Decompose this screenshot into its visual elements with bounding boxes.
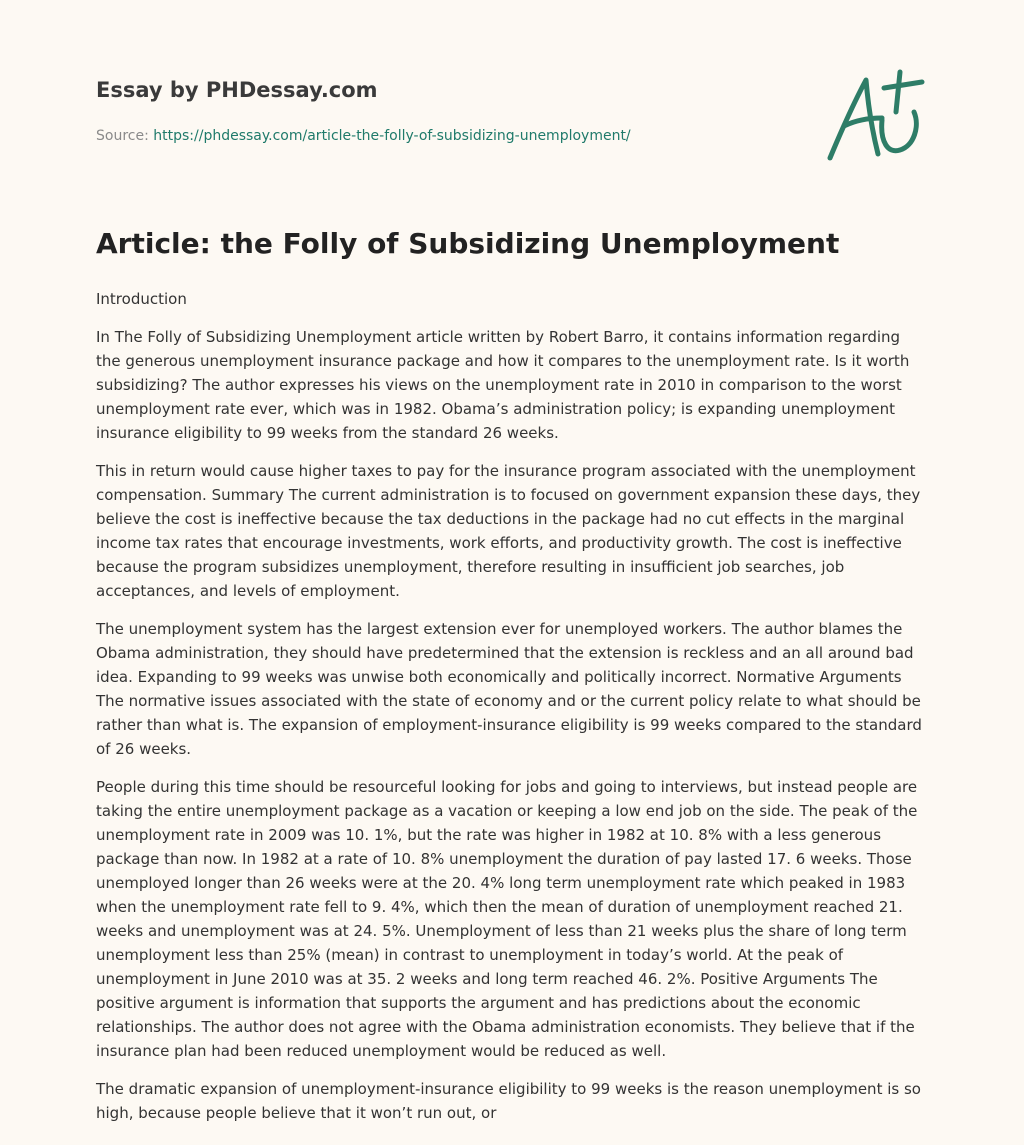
essay-header bbox=[96, 76, 796, 146]
paragraph: The unemployment system has the largest extension ever for unemployed workers. The author blames the Obama administration, they should have predetermined that the extension is reckless and an all around bad idea. Expanding to 99 weeks was unwise both economically and politically incorrect. Normative Arguments The normative issues associated with the state of economy and or the current policy relate to what should be rather than what is. The expansion of employment-insurance eligibility is 99 weeks compared to the standard of 26 weeks. bbox=[96, 620, 922, 758]
paragraph: In The Folly of Subsidizing Unemployment article written by Robert Barro, it contains information regarding the generous unemployment insurance package and how it compares to the unemployment rate. Is it worth subsidizing? The author expresses his views on the unemployment rate in 2010 in comparison to the worst unemployment rate ever, which was in 1982. Obama’s administration policy; is expanding unemployment insurance eligibility to 99 weeks from the standard 26 weeks. bbox=[96, 328, 910, 442]
paragraph: The dramatic expansion of unemployment-insurance eligibility to 99 weeks is the reason unemployment is so high, because people believe that it won’t run out, or bbox=[96, 1080, 921, 1122]
paragraph: This in return would cause higher taxes to pay for the insurance program associated with the unemployment compensation. Summary The current administration is to focused on government expansion these days, they believe the cost is ineffective because the tax deductions in the package had no cut effects in the marginal income tax rates that encourage investments, work efforts, and productivity growth. The cost is ineffective because the program subsidizes unemployment, therefore resulting in insufficient job searches, job acceptances, and levels of employment. bbox=[96, 462, 921, 600]
a-plus-logo-icon bbox=[822, 68, 926, 164]
paragraph: People during this time should be resourceful looking for jobs and going to interviews, but instead people are taking the entire unemployment package as a vacation or keeping a low end job on the side. The peak of the unemployment rate in 2009 was 10. 1%, but the rate was higher in 1982 at 10. 8% with a less generous package than now. In 1982 at a rate of 10. 8% unemployment the duration of pay lasted 17. 6 weeks. Those unemployed longer than 26 weeks were at the 20. 4% long term unemployment rate which peaked in 1983 when the unemployment rate fell to 9. 4%, which then the mean of duration of unemployment reached 21. weeks and unemployment was at 24. 5%. Unemployment of less than 21 weeks plus the share of long term unemployment less than 25% (mean) in contrast to unemployment in today’s world. At the peak of unemployment in June 2010 was at 35. 2 weeks and long term reached 46. 2%. Positive Arguments The positive argument is information that supports the argument and has predictions about the economic relationships. The author does not agree with the Obama administration economists. They believe that if the insurance plan had been reduced unemployment would be reduced as well. bbox=[96, 778, 918, 1060]
article-body bbox=[96, 287, 928, 1139]
source-label: Source: bbox=[96, 128, 149, 144]
article-title: Article: the Folly of Subsidizing Unemployment bbox=[96, 227, 840, 260]
site-brand: Essay by PHDessay.com bbox=[96, 78, 378, 102]
source-line bbox=[96, 126, 796, 146]
source-link[interactable]: https://phdessay.com/article-the-folly-of-subsidizing-unemployment/ bbox=[153, 128, 631, 144]
section-label: Introduction bbox=[96, 290, 187, 308]
